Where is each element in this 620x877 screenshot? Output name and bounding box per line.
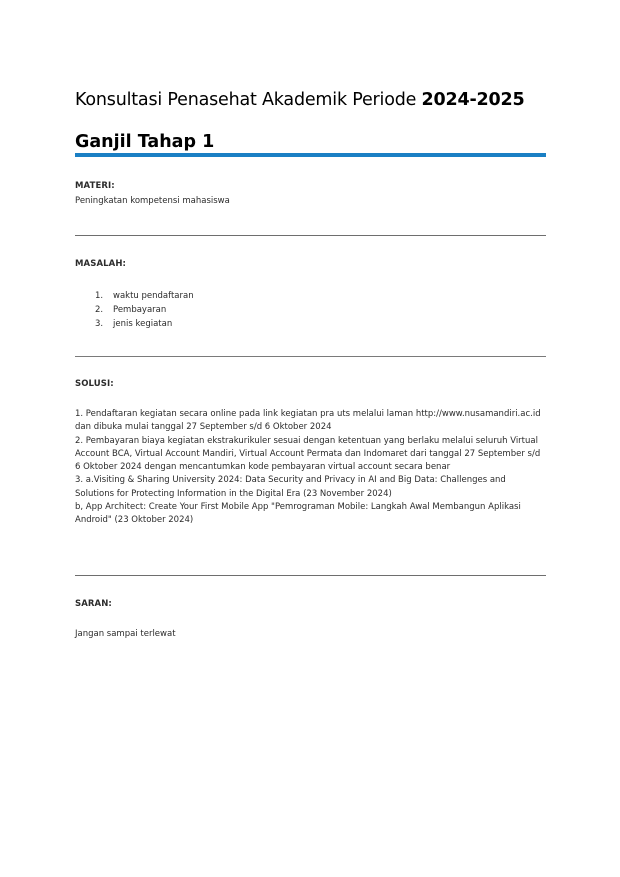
solusi-paragraph: 3. a.Visiting & Sharing University 2024: Data Security and Privacy in AI and Big Data: Challenges and Solutions for Protecting Information in the Digital Era (23 November 2024) — [75, 475, 506, 499]
list-item-number: 2. — [95, 305, 104, 315]
subtitle-semester: Ganjil — [75, 132, 132, 152]
list-item-number: 1. — [95, 291, 104, 301]
title-regular: Konsultasi Penasehat Akademik Periode — [75, 90, 422, 110]
list-item-text: jenis kegiatan — [113, 319, 173, 329]
list-item-text: waktu pendaftaran — [113, 291, 194, 301]
saran-label: SARAN: — [75, 599, 112, 609]
section-divider — [75, 356, 546, 357]
document-subtitle — [75, 132, 214, 152]
section-divider — [75, 575, 546, 576]
list-item-text: Pembayaran — [113, 305, 167, 315]
materi-text: Peningkatan kompetensi mahasiswa — [75, 196, 230, 206]
solusi-paragraph: 2. Pembayaran biaya kegiatan ekstrakurikuler sesuai dengan ketentuan yang berlaku melalui seluruh Virtual Account BCA, Virtual Account Mandiri, Virtual Account Permata dan Indomaret dari tanggal 27 September s/d 6 Oktober 2024 dengan mencantumkan kode pembayaran virtual account secara benar — [75, 435, 541, 473]
materi-label: MATERI: — [75, 181, 115, 191]
list-item — [95, 303, 194, 317]
list-item — [95, 317, 194, 331]
solusi-body — [75, 408, 546, 528]
list-item-number: 3. — [95, 319, 104, 329]
masalah-label: MASALAH: — [75, 259, 127, 269]
masalah-list — [95, 289, 194, 331]
list-item — [95, 289, 194, 303]
saran-text: Jangan sampai terlewat — [75, 629, 176, 639]
solusi-paragraph: 1. Pendaftaran kegiatan secara online pada link kegiatan pra uts melalui laman http://www.nusamandiri.ac.id dan dibuka mulai tanggal 27 September s/d 6 Oktober 2024 — [75, 409, 541, 433]
subtitle-stage: Tahap 1 — [131, 132, 215, 152]
solusi-paragraph: b, App Architect: Create Your First Mobile App "Pemrograman Mobile: Langkah Awal Membangun Aplikasi Android" (23 Oktober 2024) — [75, 502, 521, 526]
title-accent-rule — [75, 153, 546, 157]
document-title — [75, 90, 524, 110]
section-divider — [75, 235, 546, 236]
title-year: 2024-2025 — [421, 90, 525, 110]
solusi-label: SOLUSI: — [75, 379, 114, 389]
